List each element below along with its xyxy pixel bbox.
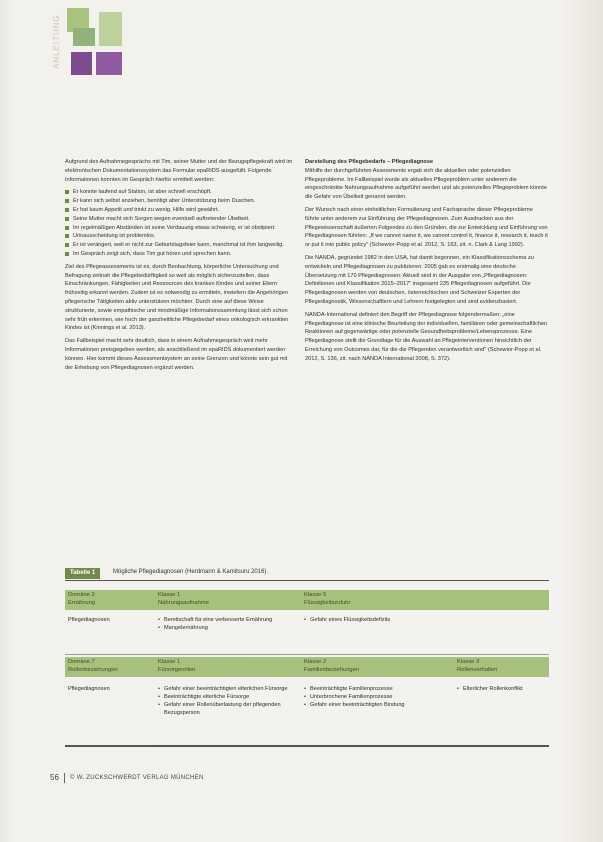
list-item: • Mangelernährung <box>158 624 292 632</box>
header-cell: Klasse 1 Fürsorgerollen <box>158 659 196 673</box>
page-footer <box>50 773 550 785</box>
side-tab-label: ANLEITUNG <box>52 14 61 70</box>
header-cell: Domäne 7 Rollenbeziehungen <box>68 659 118 673</box>
bullet-square-icon <box>65 234 69 238</box>
bullet-item: Er hat kaum Appetit und trinkt zu wenig. Hilfe wird gewährt. <box>65 206 296 215</box>
list-item: • Gefahr einer beeinträchtigten elterlichen Fürsorge <box>158 685 292 693</box>
body-paragraph: Das Fallbeispiel macht sehr deutlich, dass in einem Aufnahmegespräch weit mehr Informationen preisgegeben werden, als anschließend im epaRIDS dokumentiert werden können. Hier kommt dieses Assessmentsystem an seine Grenzen und könnte sein gut mit der Erhebung von Pflegediagnosen ergänzt werden. <box>65 338 288 371</box>
bullet-square-icon <box>65 226 69 230</box>
bullet-item: Im Gespräch zeigt sich, dass Tim gut hören und sprechen kann. <box>65 250 296 259</box>
table-row <box>65 683 549 743</box>
bullet-item: Urinausscheidung ist problemlos. <box>65 232 296 241</box>
list-item: • Bereitschaft für eine verbesserte Ernährung <box>158 616 292 624</box>
page-number: 56 <box>50 773 59 782</box>
bullet-square-icon <box>65 199 69 203</box>
table-header-row <box>65 590 549 610</box>
bullet-list <box>65 188 296 258</box>
bullet-item: Er konnte laufend auf Station, ist aber schnell erschöpft. <box>65 188 296 197</box>
decorative-square-purple <box>71 52 92 75</box>
decorative-square-green <box>99 12 122 46</box>
table-caption-text: Mögliche Pflegediagnosen (Herdmann & Kamitsuru 2016). <box>113 569 269 575</box>
header-cell: Klasse 2 Familienbeziehungen <box>304 659 360 673</box>
list-item: • Beeinträchtigte elterliche Fürsorge <box>158 693 292 701</box>
table-cell <box>301 683 451 711</box>
list-item: • Gefahr eines Flüssigkeitsdefizits <box>304 616 448 624</box>
publisher-credit: © W. ZUCKSCHWERDT VERLAG MÜNCHEN <box>70 775 204 781</box>
decorative-square-green <box>73 28 95 46</box>
body-paragraph: Die NANDA, gegründet 1982 in den USA, hat damit begonnen, ein Klassifikationsschema zu entwickeln und Pflegediagnosen zu publizieren. 2005 gab es erstmalig eine deutsche Übersetzung mit 170 Pflegediagnosen. Aktuell sind in der Ausgabe von „Pflegediagnosen: Definitionen und Klassifikation 2015–2017" insgesamt 235 Pflegediagnosen aufgeführt. Die Pflegediagnosen werden von deutschen, österreichischen und Schweizer Experten der Pflegediagnostik, Wissenschaftlern und Lehrern festgelegten und sind evidenzbasiert. <box>305 254 534 305</box>
table-caption <box>65 568 549 581</box>
list-item: • Unterbrochene Familienprozesse <box>304 693 448 701</box>
table-cell <box>155 683 295 719</box>
header-cell: Klasse 3 Rollenverhalten <box>457 659 498 673</box>
list-item: • Elterlicher Rollenkonflikt <box>457 685 546 693</box>
bullet-square-icon <box>65 252 69 256</box>
table-cell <box>454 683 549 695</box>
header-cell: Klasse 5 Flüssigkeitszufuhr <box>304 592 351 606</box>
bullet-square-icon <box>65 243 69 247</box>
row-label: Pflegediagnosen <box>68 617 110 623</box>
bullet-item: Im regelmäßigen Abständen ist seine Verdauung etwas schwierig, er ist obstipiert. <box>65 224 296 233</box>
table-divider <box>65 654 549 655</box>
row-label: Pflegediagnosen <box>68 686 110 692</box>
body-paragraph: Mithilfe der durchgeführten Assessments ergab sich die aktuellen oder potenziellen Pflegeprobleme. Im Fallbeispiel wurde als aktuelles Pflegeproblem unter anderem die eingeschränkte Nahrungsaufnahme aufgeführt werden und als potenzielles Pflegeproblem könnte die Gefahr von Übelkeit genannt werden. <box>305 167 547 201</box>
table-cell <box>301 614 451 626</box>
list-item: • Gefahr einer beeinträchtigten Bindung <box>304 701 448 709</box>
decorative-square-purple <box>96 52 122 75</box>
intro-paragraph: Aufgrund des Aufnahmegesprächs mit Tim, seiner Mutter und der Bezugspflegekraft wird im elektronischen Dokumentationssystem das Formular epaRIDS ausgefüllt. Folgende Informationen konnten im Gespräch hierfür ermittelt werden: <box>65 159 293 183</box>
section-heading: Darstellung des Pflegebedarfs – Pflegediagnose <box>305 159 434 165</box>
bullet-item: Er ist verängert, weil er nicht zur Geburtstagsfeier kann, manchmal ist ihm langweilig. <box>65 241 296 250</box>
table-label-badge: Tabelle 1 <box>65 568 100 579</box>
table-row <box>65 614 549 652</box>
bullet-square-icon <box>65 208 69 212</box>
left-column <box>65 158 296 376</box>
right-column <box>305 158 548 368</box>
header-cell: Domäne 2 Ernährung <box>68 592 96 606</box>
body-paragraph: NANDA-International definiert den Begriff der Pflegediagnose folgendermaßen: „eine Pflegediagnose ist eine klinische Beurteilung der individuellen, familiären oder gemeinschaftlichen Reaktionen auf gegenwärtige oder potenzielle Gesundheitsprobleme/Lebensprozesse. Eine Pflegediagnose stellt die Grundlage für die Auswahl an Pflegeinterventionen hinsichtlich der Erreichung von Outcomes dar, für die die Pflegenden verantwortlich sind" (Schewior-Popp et al. 2012, S. 136, zit. nach NANDA International 2008, S. 372). <box>305 311 548 362</box>
bullet-square-icon <box>65 190 69 194</box>
table-cell <box>155 614 295 634</box>
body-paragraph: Der Wunsch nach einer einheitlichen Formulierung und Fachsprache dieser Pflegeprobleme führte unter anderem zur Einführung der Pflegediagnosen. Zum Ausdrucken aus der Pflegewissenschaft äußerten Folgendes zu den Gründen, die zur Entwicklung und Einführung von Pflegediagnosen führten: „If we cannot name it, we cannot control it, finance it, research it, teach it or put it into public policy" (Schewior-Popp et al. 2012, S. 163, zit. n. Clark & Lang 1992). <box>305 206 548 249</box>
list-item: • Beeinträchtigte Familienprozesse <box>304 685 448 693</box>
header-cell: Klasse 1 Nahrungsaufnahme <box>158 592 209 606</box>
table-header-row <box>65 657 549 677</box>
table-divider <box>65 745 549 747</box>
footer-divider <box>64 773 65 783</box>
bullet-item: Er kann sich selbst anziehen, benötigt aber Unterstützung beim Duschen. <box>65 197 296 206</box>
body-paragraph: Ziel des Pflegeassessments ist es, durch Beobachtung, körperliche Untersuchung und Befragung zeitnah die Pflegebedürftigkeit so weit als möglich sicherzustellen, dass Einschränkungen, Fähigkeiten und Ressourcen des kranken Kindes und seiner Eltern frühzeitig erkannt werden. Zudem ist es notwendig zu ermitteln, inwiefern die Angehörigen pflegerische Tätigkeiten aktiv unterstützen möchten. Durch eine auf diese Weise strukturierte, sowie empathische und mindmäßige Informationssammlung lässt sich schon sehr früh erkennen, wie hoch der ganzheitliche Pflegebedarf eines onkologisch erkrankten Kindes ist (Kinnings et al. 2013). <box>65 263 289 332</box>
list-item: • Gefahr einer Rollenüberlastung der pflegenden Bezugsperson <box>158 701 292 717</box>
bullet-item: Seine Mutter macht sich Sorgen wegen eventuell auftretender Übelkeit. <box>65 215 296 224</box>
bullet-square-icon <box>65 217 69 221</box>
